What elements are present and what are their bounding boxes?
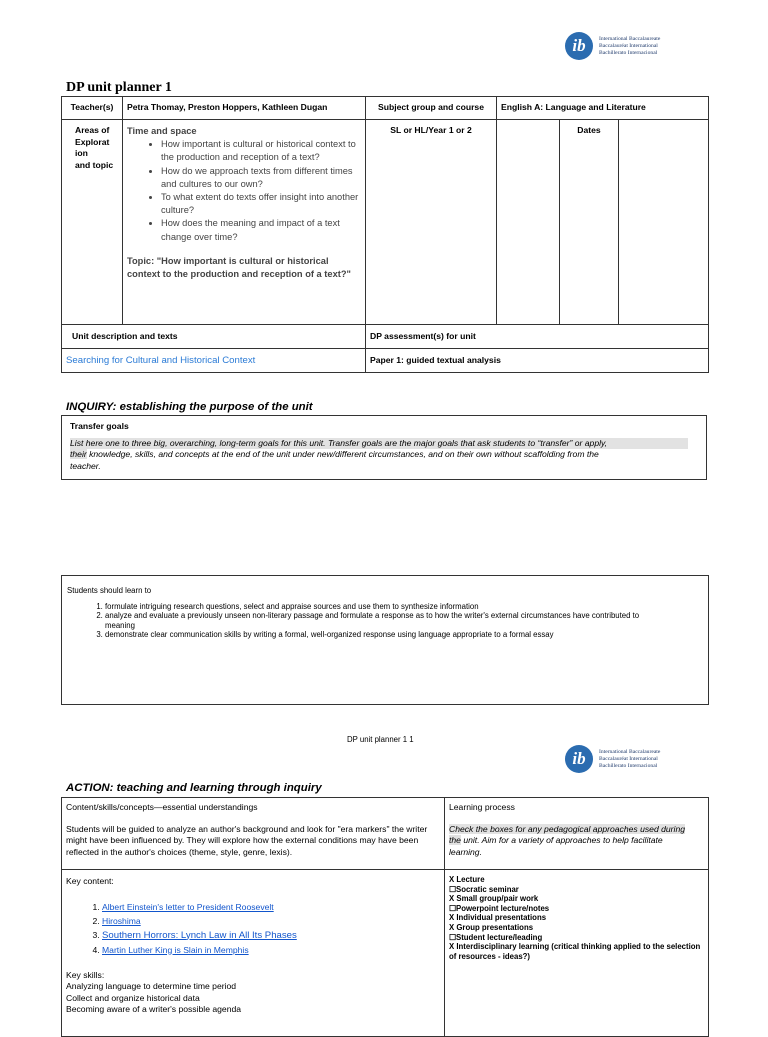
- ib-logo-mark: ib: [565, 745, 593, 773]
- learning-line-1: Check the boxes for any pedagogical approaches used during: [449, 823, 686, 834]
- areas-label-line: and topic: [75, 159, 114, 170]
- logo-line-2: Baccalauréat International: [599, 755, 658, 762]
- question-list: [127, 138, 359, 244]
- unit-desc-value: Searching for Cultural and Historical Context: [62, 349, 366, 373]
- approach-item: X Lecture: [449, 875, 485, 884]
- learning-process-cell: [445, 798, 709, 870]
- assessment-value: Paper 1: guided textual analysis: [366, 349, 709, 373]
- learning-line-3: learning.: [449, 846, 482, 857]
- approach-item: ☐Student lecture/leading: [449, 932, 543, 942]
- subject-label: Subject group and course: [366, 97, 497, 120]
- page-title: DP unit planner 1: [66, 80, 172, 95]
- skill-item: Analyzing language to determine time period: [66, 981, 237, 991]
- area-heading: Time and space: [127, 126, 197, 136]
- areas-label-line: Areas of: [75, 125, 110, 135]
- action-table: [61, 797, 709, 1037]
- topic-text: Topic: "How important is cultural or historical context to the production and reception of a text?": [127, 255, 351, 280]
- level-label: SL or HL/Year 1 or 2: [366, 120, 497, 325]
- key-content-cell: [62, 870, 445, 1037]
- logo-line-3: Bachillerato Internacional: [599, 49, 658, 56]
- approach-item: X Interdisciplinary learning (critical thinking applied to the selection of resources - ideas?): [449, 942, 701, 961]
- transfer-line-1: List here one to three big, overarching, long-term goals for this unit. Transfer goals are the major goals that ask students to “transfer” or apply,: [70, 438, 688, 450]
- transfer-goals-box: [61, 415, 707, 480]
- dates-label: Dates: [560, 120, 619, 325]
- approach-item: X Individual presentations: [449, 913, 547, 923]
- approach-item: X Small group/pair work: [449, 894, 539, 904]
- learning-goal-item: 3. demonstrate clear communication skills by writing a formal, well-organized response using language appropriate to a formal essay: [105, 630, 708, 640]
- key-skills-label: Key skills:: [66, 969, 105, 980]
- approach-item: X Group presentations: [449, 922, 534, 932]
- question-item: • To what extent do texts offer insight into another culture?: [161, 191, 359, 217]
- content-label: Content/skills/concepts—essential understandings: [66, 802, 258, 812]
- learning-line-2-highlight: the: [449, 835, 461, 845]
- skill-item: Collect and organize historical data: [66, 992, 200, 1003]
- learning-goals-list: [67, 602, 708, 640]
- transfer-line-2-highlight: their: [70, 449, 87, 459]
- learning-process-label: Learning process: [449, 802, 515, 812]
- learning-goal-item: 2. analyze and evaluate a previously unseen non-literary passage and formulate a response as to how the writer's external circumstances have contributed to meaning: [105, 611, 708, 630]
- ib-logo: [565, 32, 660, 60]
- logo-line-3: Bachillerato Internacional: [599, 762, 658, 769]
- teacher-label: Teacher(s): [62, 97, 123, 120]
- dates-value-cell: [619, 120, 709, 325]
- subject-value: English A: Language and Literature: [497, 97, 709, 120]
- assessment-label: DP assessment(s) for unit: [366, 325, 709, 349]
- areas-label-line: ion: [75, 148, 88, 158]
- inquiry-heading: INQUIRY: establishing the purpose of the unit: [66, 401, 313, 413]
- question-item: • How important is cultural or historical context to the production and reception of a text?: [161, 138, 359, 164]
- learning-goal-item: 1. formulate intriguing research questions, select and appraise sources and use them to synthesize information: [105, 602, 708, 612]
- approach-item: ☐Socratic seminar: [449, 884, 519, 894]
- transfer-line-3: teacher.: [70, 460, 101, 471]
- content-cell: [62, 798, 445, 870]
- transfer-goals-label: Transfer goals: [70, 421, 129, 431]
- learning-goals-intro: Students should learn to: [67, 586, 152, 595]
- areas-content: [123, 120, 366, 325]
- areas-label-line: Explorat: [75, 136, 110, 147]
- text-link-mlk[interactable]: Martin Luther King is Slain in Memphis: [102, 944, 249, 955]
- logo-line-1: International Baccalaureate: [599, 748, 661, 755]
- unit-desc-label: Unit description and texts: [62, 325, 366, 349]
- approach-item: ☐Powerpoint lecture/notes: [449, 903, 550, 913]
- key-content-label: Key content:: [66, 876, 114, 886]
- logo-line-2: Baccalauréat International: [599, 42, 658, 49]
- teacher-value: Petra Thomay, Preston Hoppers, Kathleen Dugan: [123, 97, 366, 120]
- text-link-hiroshima[interactable]: Hiroshima: [102, 915, 141, 926]
- areas-label: [62, 120, 123, 325]
- transfer-goals-text: [70, 438, 706, 473]
- learning-line-2: unit. Aim for a variety of approaches to help facilitate: [460, 835, 663, 845]
- question-item: • How do we approach texts from different times and cultures to our own?: [161, 165, 359, 191]
- page-footer: DP unit planner 1 1: [347, 735, 414, 744]
- learning-process-text: [449, 824, 704, 859]
- approaches-cell: [445, 870, 709, 1037]
- logo-line-1: International Baccalaureate: [599, 35, 661, 42]
- level-value-cell: [497, 120, 560, 325]
- text-link-southern-horrors[interactable]: Southern Horrors: Lynch Law in All Its Phases: [102, 929, 297, 941]
- ib-logo-mark: ib: [565, 32, 593, 60]
- text-list: [66, 900, 440, 957]
- content-text: Students will be guided to analyze an author's background and look for "era markers" the writer might have been influenced by. They will explore how the external conditions may have been reflected in the author's choices (theme, style, genre, lexis).: [66, 823, 428, 857]
- ib-logo-2: [565, 745, 660, 773]
- action-heading: ACTION: teaching and learning through inquiry: [66, 782, 322, 794]
- unit-header-table: [61, 96, 709, 373]
- transfer-line-2: knowledge, skills, and concepts at the end of the unit under new/different circumstances, and on their own without scaffolding from the: [86, 449, 599, 459]
- learning-goals-box: [61, 575, 709, 705]
- question-item: • How does the meaning and impact of a text change over time?: [161, 217, 359, 243]
- skill-item: Becoming aware of a writer's possible agenda: [66, 1004, 242, 1014]
- text-link-einstein[interactable]: Albert Einstein's letter to President Roosevelt: [102, 901, 274, 912]
